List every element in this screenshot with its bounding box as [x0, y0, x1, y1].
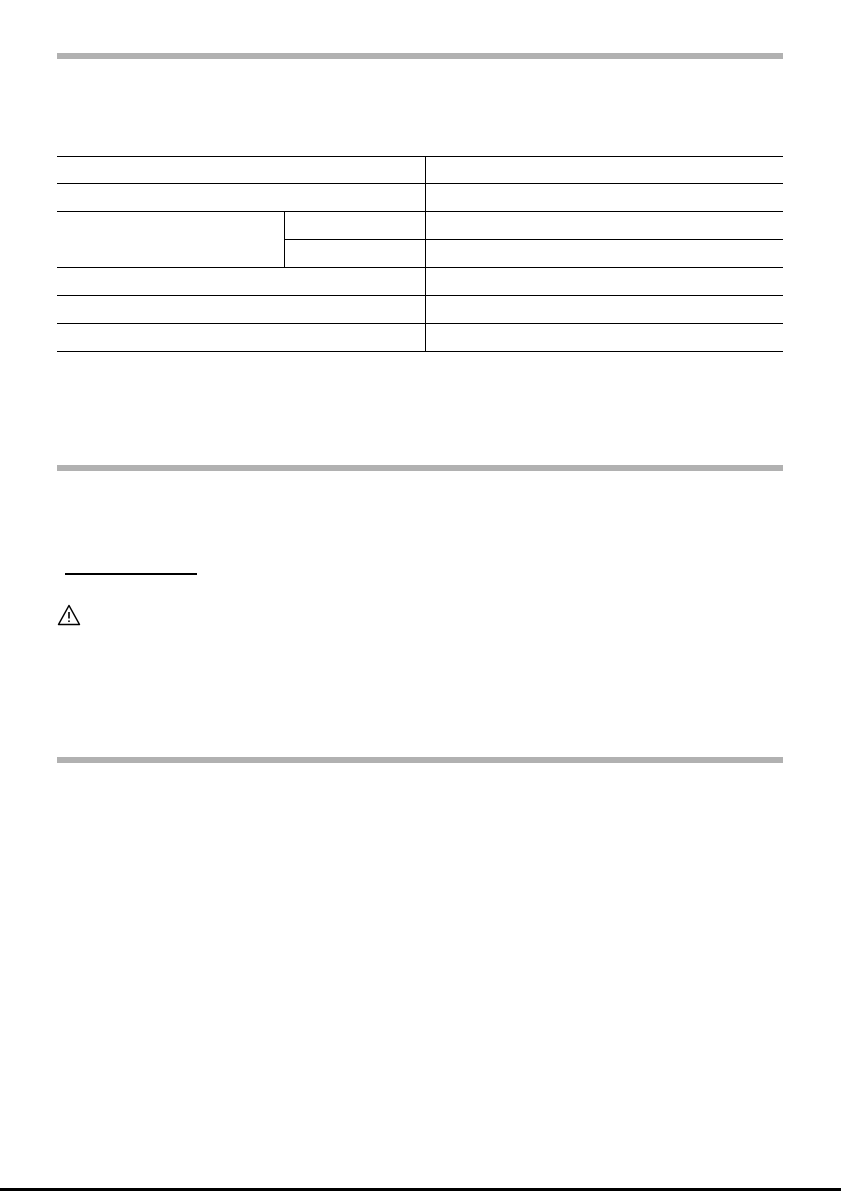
table-rule	[57, 267, 783, 268]
table-rule	[57, 211, 783, 212]
section-divider-bottom	[57, 757, 783, 763]
table-rule	[284, 239, 783, 240]
table-rule	[57, 351, 783, 352]
specification-table	[57, 156, 783, 352]
table-rule	[57, 156, 783, 157]
table-rule	[57, 323, 783, 324]
heading-underline	[65, 573, 197, 575]
table-column-divider	[425, 156, 426, 352]
table-rule	[57, 183, 783, 184]
warning-triangle-icon	[57, 604, 81, 626]
table-column-divider	[284, 211, 285, 268]
section-divider-top	[57, 53, 783, 59]
table-rule	[57, 295, 783, 296]
section-divider-middle	[57, 465, 783, 471]
